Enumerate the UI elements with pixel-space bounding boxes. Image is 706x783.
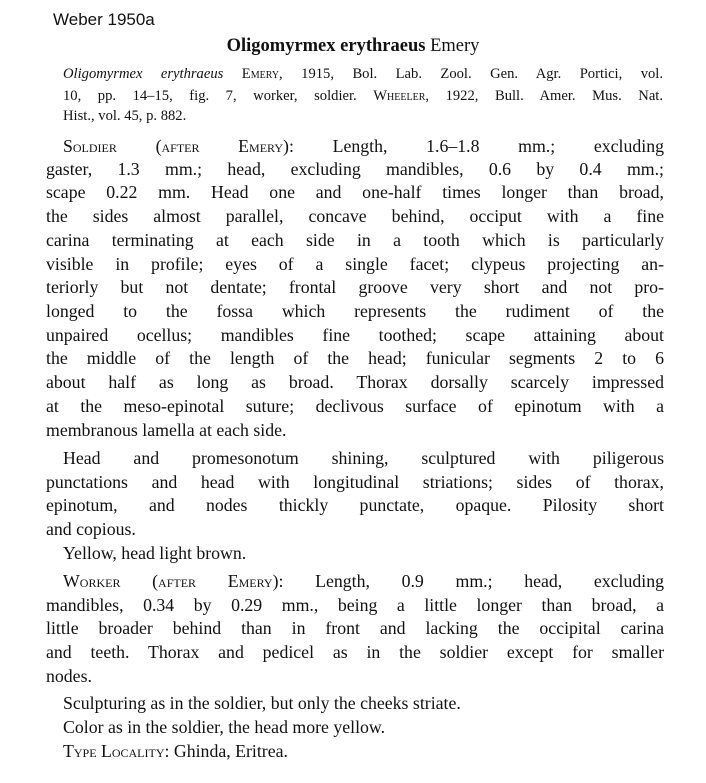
soldier-heading: Soldier (after Emery) xyxy=(63,136,289,156)
worker-heading: Worker (after Emery) xyxy=(63,571,279,591)
soldier-line: teriorly but not dentate; frontal groove very short and not pro- xyxy=(46,277,664,297)
soldier-line: the sides almost parallel, concave behind, occiput with a fine xyxy=(46,206,664,226)
soldier-line: longed to the fossa which represents the rudiment of the xyxy=(46,301,664,321)
type-locality-value: : Ghinda, Eritrea. xyxy=(164,741,288,761)
worker-line-1: Worker (after Emery): Length, 0.9 mm.; head, excluding xyxy=(63,571,665,591)
citation-line-2: 10, pp. 14–15, fig. 7, worker, soldier. Wheeler, 1922, Bull. Amer. Mus. Nat. xyxy=(63,88,663,104)
soldier-line: scape 0.22 mm. Head one and one-half times longer than broad, xyxy=(46,182,664,202)
soldier-color-line: Yellow, head light brown. xyxy=(63,543,247,563)
species-name: Oligomyrmex erythraeus xyxy=(226,36,426,56)
worker-line: mandibles, 0.34 by 0.29 mm., being a little longer than broad, a xyxy=(46,595,664,615)
worker-color-line: Color as in the soldier, the head more yellow. xyxy=(63,717,386,737)
sculpture-line: Head and promesonotum shining, sculptured with piligerous xyxy=(63,448,664,468)
soldier-line: carina terminating at each side in a tooth which is particularly xyxy=(46,230,664,250)
worker-line: little broader behind than in front and lacking the occipital carina xyxy=(46,618,664,638)
sculpture-line: punctations and head with longitudinal striations; sides of thorax, xyxy=(46,472,664,492)
soldier-line: the middle of the length of the head; funicular segments 2 to 6 xyxy=(46,348,664,368)
soldier-line: at the meso-epinotal suture; declivous surface of epinotum with a xyxy=(46,396,664,416)
soldier-line: visible in profile; eyes of a single facet; clypeus projecting an- xyxy=(46,254,664,274)
soldier-line: unpaired ocellus; mandibles fine toothed; scape attaining about xyxy=(46,325,664,345)
soldier-line: about half as long as broad. Thorax dorsally scarcely impressed xyxy=(46,372,664,392)
worker-sculpturing-line: Sculpturing as in the soldier, but only the cheeks striate. xyxy=(63,693,461,713)
sculpture-line: epinotum, and nodes thickly punctate, opaque. Pilosity short xyxy=(46,495,664,515)
citation-line-3: Hist., vol. 45, p. 882. xyxy=(63,108,187,124)
source-tag: Weber 1950a xyxy=(53,10,155,29)
type-locality-line xyxy=(63,740,664,762)
type-locality-label: Type Locality xyxy=(63,741,165,761)
species-author: Emery xyxy=(430,36,480,56)
species-title xyxy=(0,36,706,57)
soldier-line: membranous lamella at each side. xyxy=(46,420,287,440)
soldier-line: gaster, 1.3 mm.; head, excluding mandibles, 0.6 by 0.4 mm.; xyxy=(46,159,664,179)
citation-line-1: Oligomyrmex erythraeus Emery, 1915, Bol. Lab. Zool. Gen. Agr. Portici, vol. xyxy=(63,66,664,82)
soldier-line-1: Soldier (after Emery): Length, 1.6–1.8 mm.; excluding xyxy=(63,136,664,156)
sculpture-line: and copious. xyxy=(46,519,136,539)
worker-line: nodes. xyxy=(46,666,92,686)
worker-line: and teeth. Thorax and pedicel as in the soldier except for smaller xyxy=(46,642,664,662)
